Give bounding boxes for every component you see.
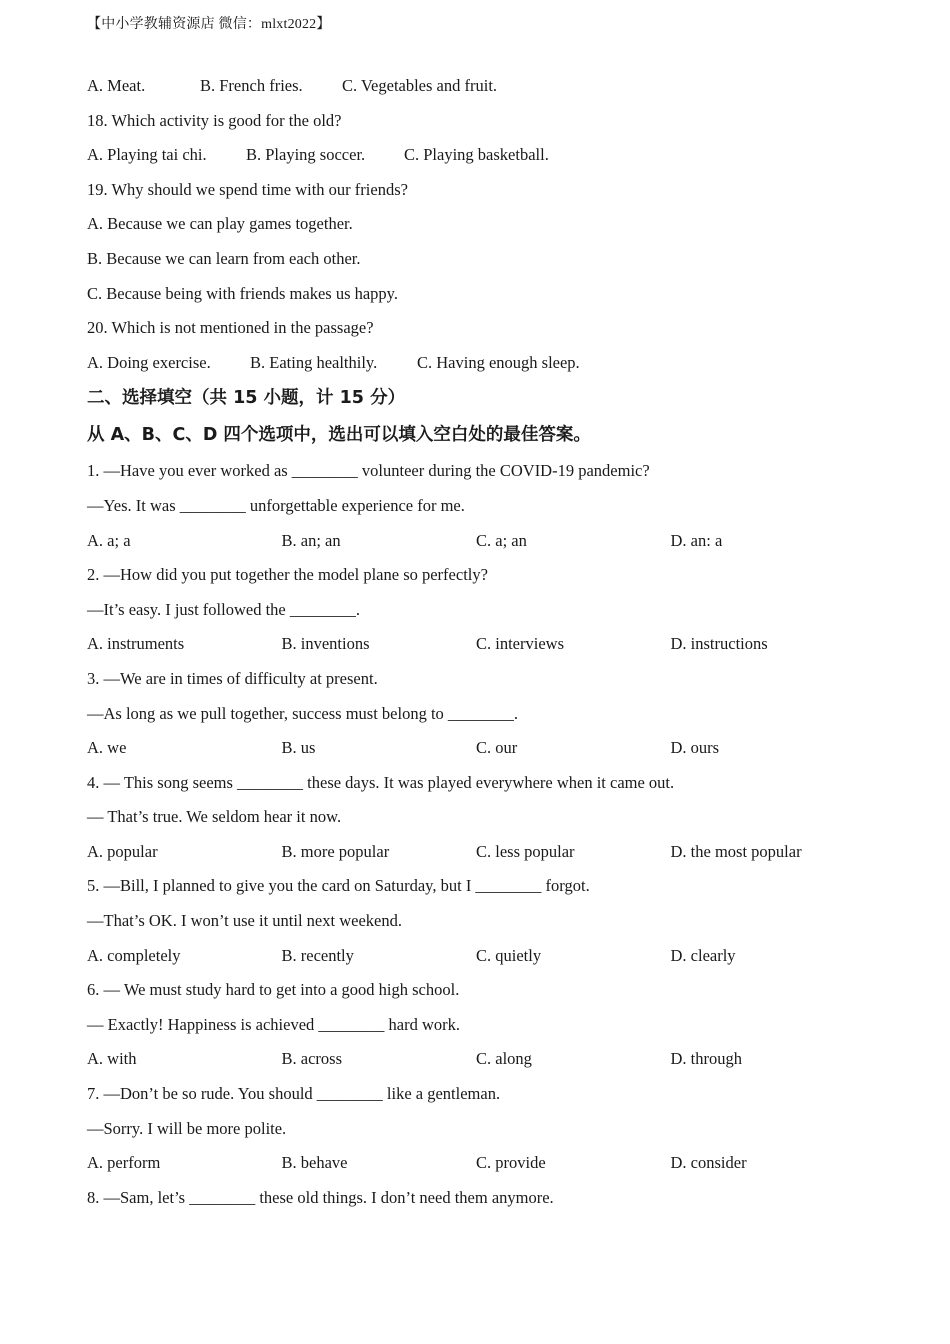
option-b: B. recently	[281, 945, 354, 965]
q18-stem: 18. Which activity is good for the old?	[87, 110, 342, 130]
question-line2: — Exactly! Happiness is achieved ________ hard work.	[87, 1014, 460, 1034]
question-1	[87, 457, 907, 561]
question-line2: — That’s true. We seldom hear it now.	[87, 807, 342, 827]
page-header: 【中小学教辅资源店 微信：mlxt2022】	[87, 17, 331, 32]
question-line2: —It’s easy. I just followed the ________.	[87, 599, 360, 619]
option-b: B. inventions	[281, 634, 370, 654]
q19-stem: 19. Why should we spend time with our friends?	[87, 179, 408, 199]
question-line1: 1. —Have you ever worked as ________ volunteer during the COVID-19 pandemic?	[87, 461, 650, 481]
question-line2: —As long as we pull together, success must belong to ________.	[87, 703, 519, 723]
q18-options	[87, 141, 907, 176]
question-6	[87, 976, 907, 1080]
q18-option-b: B. Playing soccer.	[246, 145, 366, 165]
option-c: C. along	[476, 1049, 532, 1069]
option-d: D. an: a	[670, 530, 723, 550]
option-a: A. instruments	[87, 634, 185, 654]
option-c: C. less popular	[476, 841, 575, 861]
document-body	[87, 72, 907, 1218]
section-title: 二、选择填空（共 15 小题，计 15 分）	[87, 388, 406, 409]
question-5	[87, 872, 907, 976]
q18-option-a: A. Playing tai chi.	[87, 145, 207, 165]
question-line1: 3. —We are in times of difficulty at present.	[87, 668, 378, 688]
q18-option-c: C. Playing basketball.	[404, 145, 549, 165]
question-7	[87, 1080, 907, 1184]
option-b: B. more popular	[281, 841, 390, 861]
q17-options	[87, 72, 907, 107]
question-8-line1: 8. —Sam, let’s ________ these old things. I don’t need them anymore.	[87, 1187, 554, 1207]
question-line2: —Sorry. I will be more polite.	[87, 1118, 287, 1138]
option-a: A. popular	[87, 841, 158, 861]
question-line1: 5. —Bill, I planned to give you the card on Saturday, but I ________ forgot.	[87, 876, 590, 896]
option-d: D. consider	[670, 1153, 747, 1173]
q17-option-a: A. Meat.	[87, 76, 146, 95]
question-options	[87, 630, 907, 665]
q19-option-b: B. Because we can learn from each other.	[87, 248, 361, 268]
option-a: A. with	[87, 1049, 137, 1069]
option-a: A. a; a	[87, 530, 131, 550]
question-3	[87, 665, 907, 769]
question-line2: —Yes. It was ________ unforgettable experience for me.	[87, 495, 465, 515]
question-line1: 6. — We must study hard to get into a good high school.	[87, 980, 460, 1000]
question-options	[87, 838, 907, 873]
option-a: A. we	[87, 738, 127, 758]
question-options	[87, 942, 907, 977]
option-d: D. instructions	[670, 634, 768, 654]
q17-option-c: C. Vegetables and fruit.	[342, 76, 498, 95]
option-c: C. quietly	[476, 945, 542, 965]
q20-option-a: A. Doing exercise.	[87, 352, 211, 372]
question-options	[87, 527, 907, 562]
question-line1: 2. —How did you put together the model plane so perfectly?	[87, 565, 488, 585]
question-line1: 4. — This song seems ________ these days. It was played everywhere when it came out.	[87, 772, 675, 792]
option-b: B. an; an	[281, 530, 341, 550]
q19-option-c: C. Because being with friends makes us happy.	[87, 283, 398, 303]
option-d: D. ours	[670, 738, 720, 758]
question-options	[87, 1045, 907, 1080]
q20-stem: 20. Which is not mentioned in the passage?	[87, 318, 374, 338]
question-options	[87, 734, 907, 769]
option-a: A. perform	[87, 1153, 161, 1173]
question-line2: —That’s OK. I won’t use it until next weekend.	[87, 911, 402, 931]
option-d: D. the most popular	[670, 841, 802, 861]
q19-option-a: A. Because we can play games together.	[87, 214, 353, 234]
q20-option-c: C. Having enough sleep.	[417, 352, 580, 372]
option-b: B. behave	[281, 1153, 348, 1173]
section-instruction: 从 A、B、C、D 四个选项中，选出可以填入空白处的最佳答案。	[87, 425, 591, 446]
question-list	[87, 457, 907, 1218]
option-c: C. a; an	[476, 530, 527, 550]
option-b: B. us	[281, 738, 316, 758]
q20-options	[87, 349, 907, 384]
question-2	[87, 561, 907, 665]
option-c: C. provide	[476, 1153, 546, 1173]
question-line1: 7. —Don’t be so rude. You should ________ like a gentleman.	[87, 1084, 501, 1104]
question-options	[87, 1149, 907, 1184]
option-c: C. interviews	[476, 634, 564, 654]
option-b: B. across	[281, 1049, 342, 1069]
option-d: D. through	[670, 1049, 742, 1069]
q17-option-b: B. French fries.	[200, 76, 303, 95]
q20-option-b: B. Eating healthily.	[250, 352, 378, 372]
option-c: C. our	[476, 738, 518, 758]
question-4	[87, 769, 907, 873]
option-a: A. completely	[87, 945, 181, 965]
option-d: D. clearly	[670, 945, 736, 965]
